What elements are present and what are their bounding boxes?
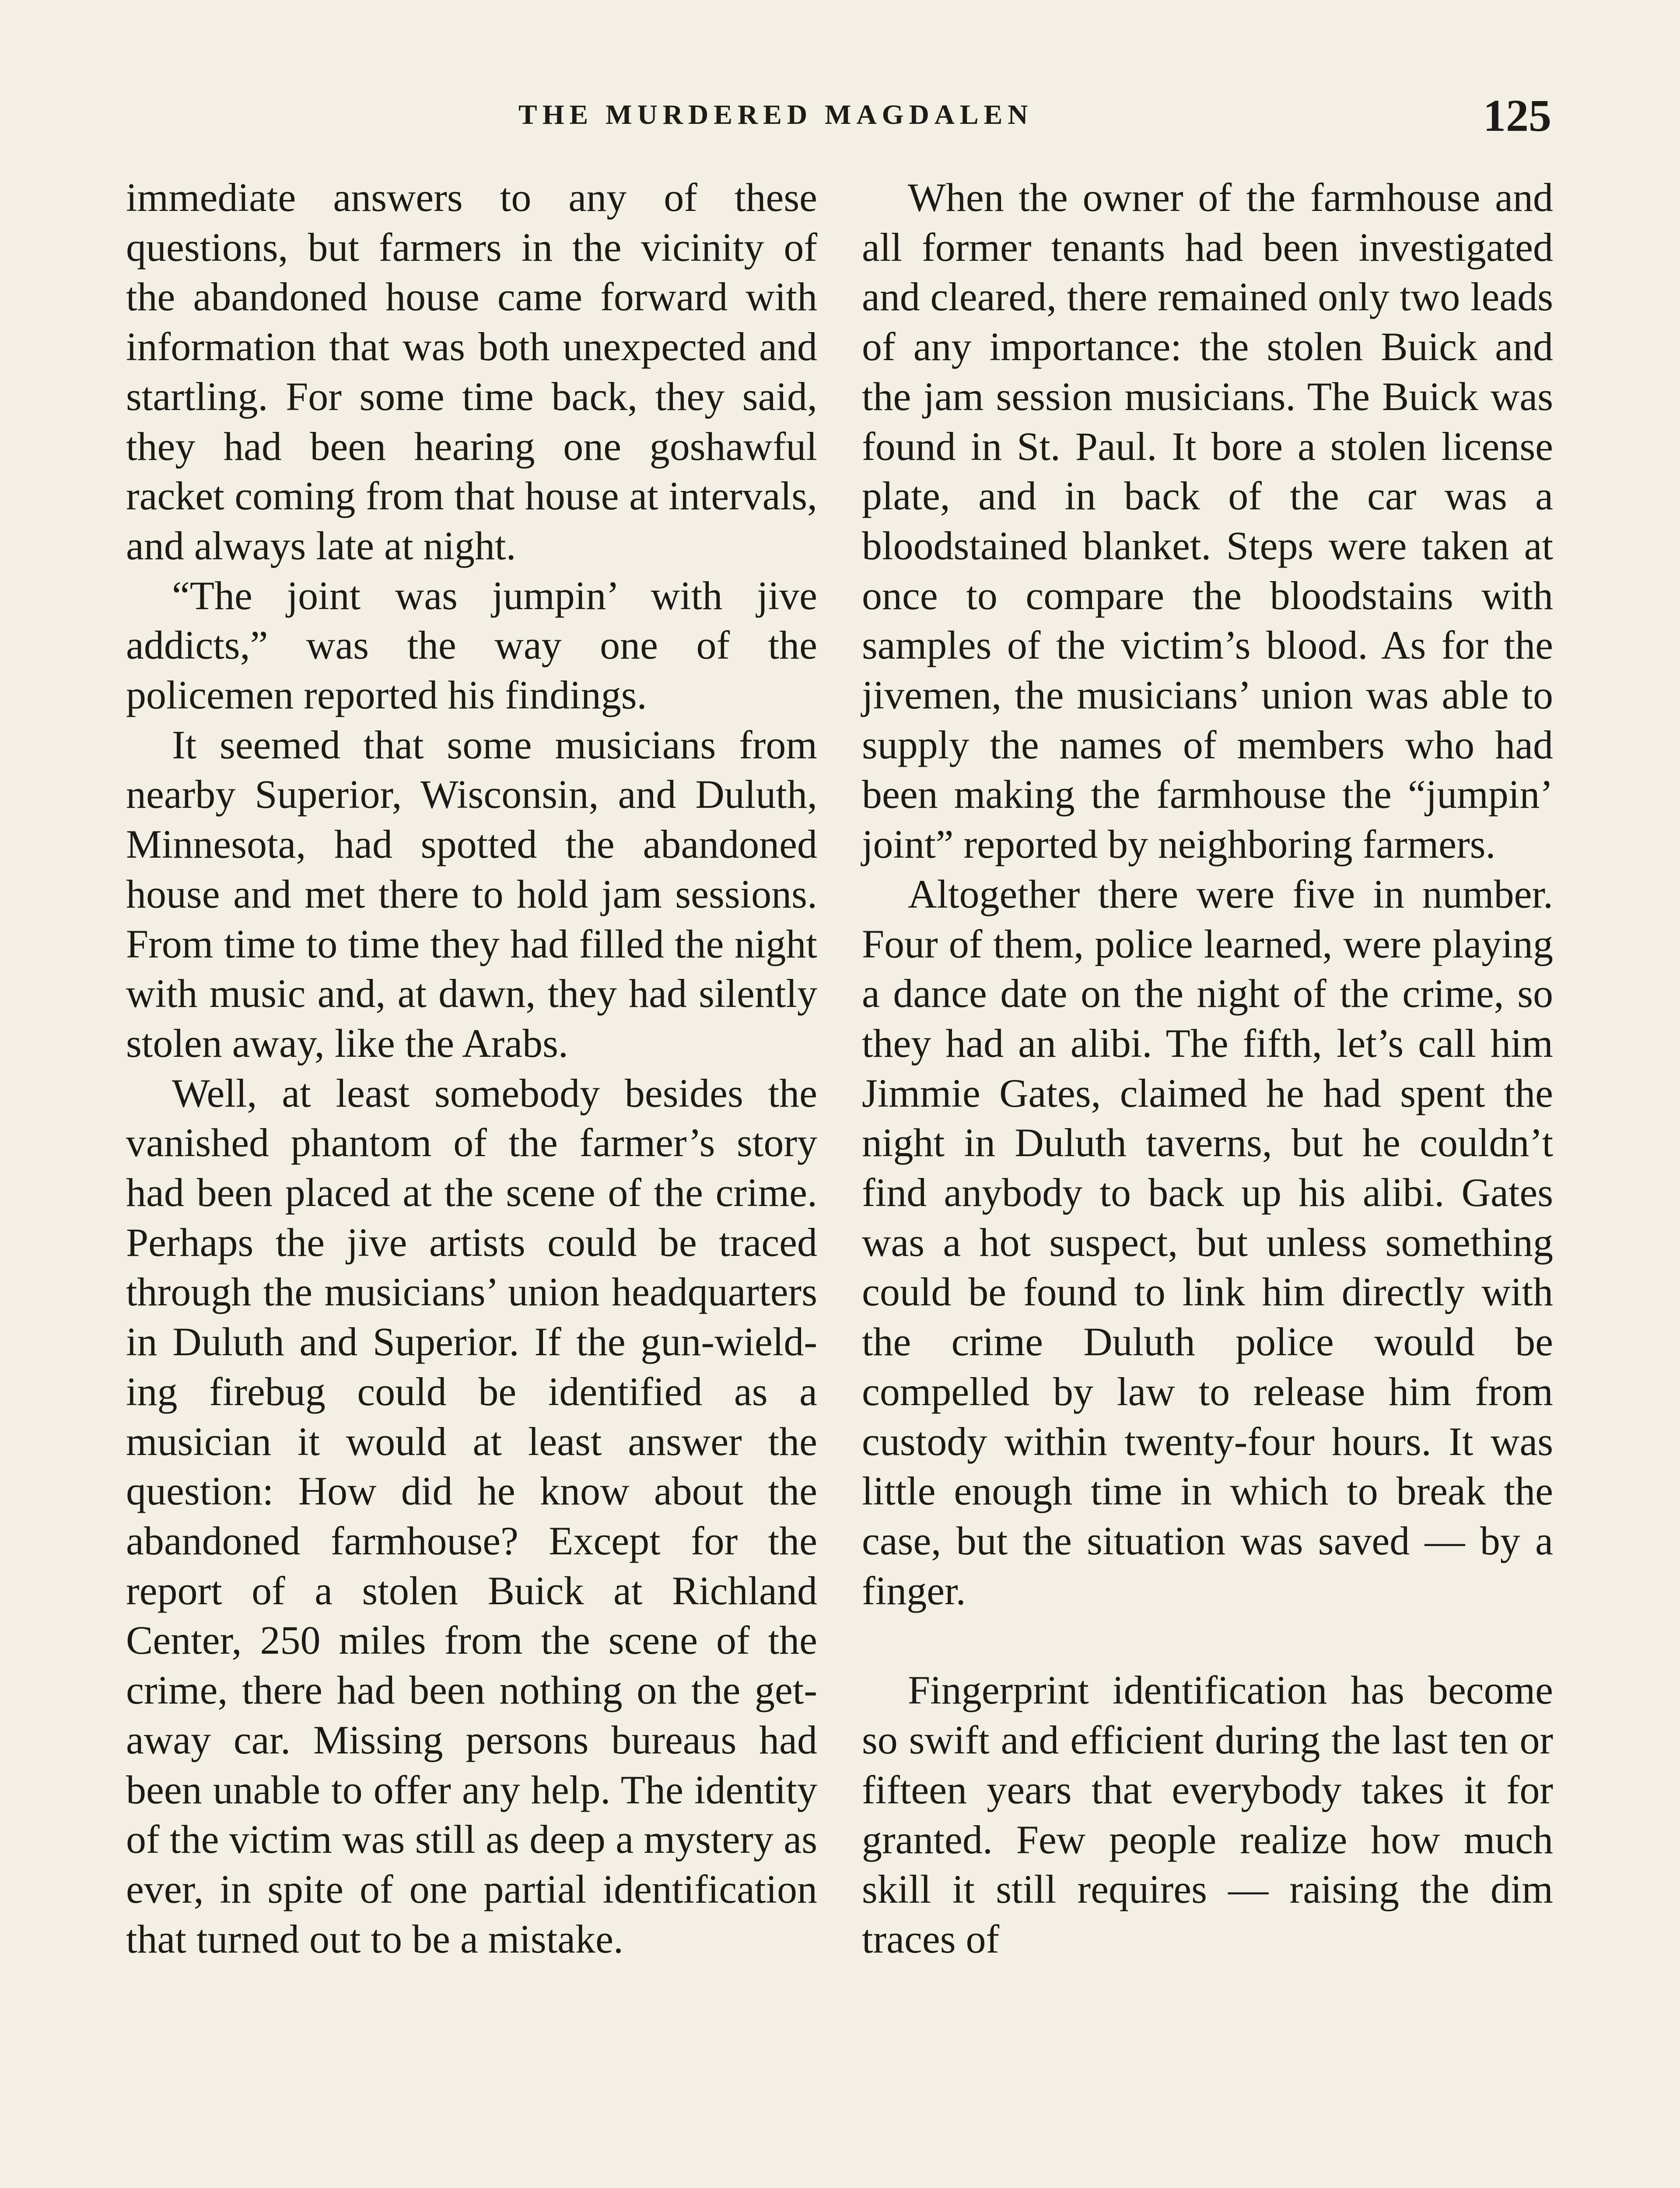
right-column	[862, 173, 1553, 1964]
paragraph: “The joint was jumpin’ with jive addicts,” was the way one of the policemen reported his findings.	[126, 573, 817, 718]
page-number: 125	[1483, 91, 1551, 141]
paragraph: Well, at least somebody besides the vanished phantom of the farmer’s story had been placed at the scene of the crime. Perhaps the jive artists could be traced through the musicians’ union headquarters in Duluth and Superior. If the gun-wielding firebug could be identified as a musician it would at least answer the question: How did he know about the abandoned farmhouse? Except for the report of a stolen Buick at Richland Center, 250 miles from the scene of the crime, there had been nothing on the get-away car. Missing persons bureaus had been unable to offer any help. The identity of the victim was still as deep a mystery as ever, in spite of one partial identification that turned out to be a mistake.	[126, 1070, 817, 1961]
paragraph: Altogether there were five in number. Four of them, police learned, were playing a dance date on the night of the crime, so they had an alibi. The fifth, let’s call him Jimmie Gates, claimed he had spent the night in Duluth taverns, but he couldn’t find anybody to back up his alibi. Gates was a hot suspect, but unless something could be found to link him directly with the crime Duluth police would be compelled by law to release him from custody within twenty-four hours. It was little enough time in which to break the case, but the situation was saved — by a finger.	[862, 871, 1553, 1613]
left-column	[126, 173, 817, 1964]
paragraph: immediate answers to any of these questions, but farmers in the vicinity of the abandoned house came forward with information that was both unexpected and startling. For some time back, they said, they had been hearing one goshawful racket coming from that house at intervals, and always late at night.	[126, 175, 817, 568]
section-break	[862, 1616, 1553, 1666]
running-title: THE MURDERED MAGDALEN	[518, 99, 1033, 130]
paragraph: When the owner of the farmhouse and all former tenants had been investigated and cleared, there remained only two leads of any importance: the stolen Buick and the jam session musicians. The Buick was found in St. Paul. It bore a stolen license plate, and in back of the car was a bloodstained blanket. Steps were taken at once to compare the bloodstains with samples of the victim’s blood. As for the jivemen, the musicians’ union was able to supply the names of members who had been making the farmhouse the “jumpin’ joint” reported by neighboring farmers.	[862, 175, 1553, 867]
paragraph: It seemed that some musicians from nearby Superior, Wisconsin, and Duluth, Minnesota, had spotted the abandoned house and met there to hold jam sessions. From time to time they had filled the night with music and, at dawn, they had silently stolen away, like the Arabs.	[126, 722, 817, 1066]
paragraph: Fingerprint identification has become so swift and efficient during the last ten or fifteen years that everybody takes it for granted. Few people realize how much skill it still requires — raising the dim traces of	[862, 1668, 1553, 1961]
